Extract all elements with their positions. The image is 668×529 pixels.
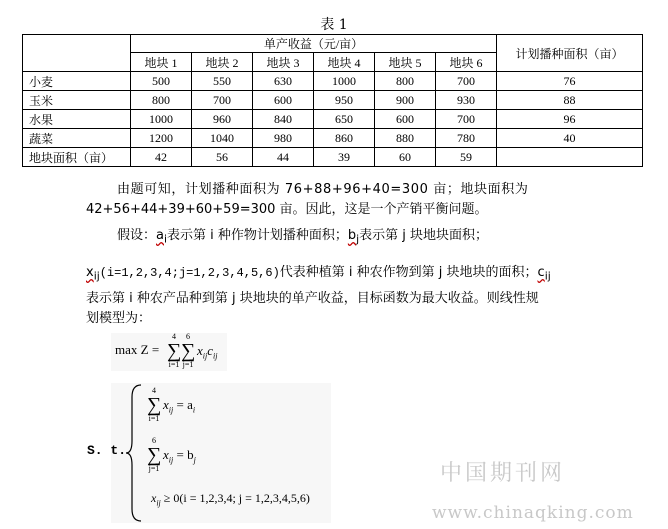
table-cell: 1000 (314, 72, 375, 91)
table-cell: 500 (131, 72, 192, 91)
table-cell: 960 (192, 110, 253, 129)
left-brace-icon (125, 383, 143, 523)
yield-table (22, 34, 643, 167)
plot-header: 地块 4 (314, 53, 375, 72)
table-cell: 780 (436, 129, 497, 148)
table-cell: 700 (192, 91, 253, 110)
var-a: $a_i$ (156, 228, 167, 246)
area-cell: 88 (497, 91, 643, 110)
paragraph-balance-line2: 42+56+44+39+60+59=300 亩。因此，这是一个产销平衡问题。 (86, 202, 488, 217)
table-cell: 56 (192, 148, 253, 167)
area-cell: 96 (497, 110, 643, 129)
sum-i-icon: 4 ∑ i=1 (167, 332, 182, 369)
table-cell: 44 (253, 148, 314, 167)
row-label: 玉米 (23, 91, 131, 110)
index-range: (i=1,2,3,4;j=1,2,3,4,5,6) (99, 266, 280, 280)
paragraph-balance-line1: 由题可知，计划播种面积为 76+88+96+40=300 亩；地块面积为 (117, 182, 529, 197)
table-cell: 600 (375, 110, 436, 129)
assumption-b-desc: 表示第 j 块地块面积； (359, 228, 489, 243)
paragraph-model-line1: 表示第 i 种农产品种到第 j 块地块的单产收益，目标函数为最大收益。则线性规 (86, 291, 539, 306)
table-row (23, 72, 643, 91)
plot-header: 地块 1 (131, 53, 192, 72)
table-cell: 60 (375, 148, 436, 167)
table-cell: 700 (436, 110, 497, 129)
table-cell: 900 (375, 91, 436, 110)
plot-header: 地块 3 (253, 53, 314, 72)
table-cell: 39 (314, 148, 375, 167)
plot-area-row (23, 148, 643, 167)
assumption-a-desc: 表示第 i 种作物计划播种面积； (167, 228, 348, 243)
table-cell: 650 (314, 110, 375, 129)
paragraph-model-line2: 划模型为： (86, 311, 152, 326)
table-cell: 42 (131, 148, 192, 167)
table-cell: 600 (253, 91, 314, 110)
assumption-lead: 假设： (117, 228, 157, 243)
plot-header: 地块 5 (375, 53, 436, 72)
table-cell: 980 (253, 129, 314, 148)
var-b: $b_j$ (347, 228, 360, 246)
table-row (23, 91, 643, 110)
paragraph-assumption (117, 226, 567, 250)
table-cell: 1000 (131, 110, 192, 129)
group-header-yield: 单产收益（元/亩） (131, 35, 497, 53)
table-cell: 880 (375, 129, 436, 148)
table-cell: 550 (192, 72, 253, 91)
constraint1-sum-icon: 4 ∑ i=1 (147, 386, 162, 423)
constraint2-expr: $x_{ij} = b_j$ (163, 447, 196, 465)
row-label: 水果 (23, 110, 131, 129)
table-cell: 950 (314, 91, 375, 110)
table-caption: 表 1 (320, 17, 348, 33)
empty-cell (497, 148, 643, 167)
table-cell: 800 (131, 91, 192, 110)
objective-function (111, 333, 227, 371)
watermark-url: www.chinaqking.com (432, 503, 634, 523)
table-row (23, 129, 643, 148)
var-c: $c_{ij}$ (537, 265, 551, 283)
table-header-row (23, 35, 643, 53)
var-x-desc: 代表种植第 i 种农作物到第 j 块地块的面积； (279, 265, 538, 280)
sum-j-icon: 6 ∑ j=1 (181, 332, 196, 369)
table-cell: 700 (436, 72, 497, 91)
plot-header: 地块 2 (192, 53, 253, 72)
area-cell: 76 (497, 72, 643, 91)
corner-cell (23, 35, 131, 72)
area-header: 计划播种面积（亩） (497, 35, 643, 72)
constraint1-expr: $x_{ij} = a_i$ (163, 397, 196, 415)
table-cell: 860 (314, 129, 375, 148)
table-cell: 1040 (192, 129, 253, 148)
row-label: 蔬菜 (23, 129, 131, 148)
st-label: S. t. (87, 443, 127, 458)
objective-term: $x_{ij}c_{ij}$ (197, 343, 218, 361)
var-x: $x_{ij}$ (86, 265, 100, 283)
constraint2-sum-icon: 6 ∑ j=1 (147, 436, 162, 473)
table-cell: 630 (253, 72, 314, 91)
table-cell: 930 (436, 91, 497, 110)
table-cell: 1200 (131, 129, 192, 148)
table-row (23, 110, 643, 129)
row-label: 地块面积（亩） (23, 148, 131, 167)
table-cell: 59 (436, 148, 497, 167)
constraint3-expr: $x_{ij} \ge 0(i = 1,2,3,4$; j = 1,2,3,4,5,6) (151, 491, 310, 508)
row-label: 小麦 (23, 72, 131, 91)
watermark-logo-cn: 中国期刊网 (440, 461, 566, 486)
table-cell: 840 (253, 110, 314, 129)
paragraph-variables (86, 263, 646, 287)
objective-lhs: max Z = (115, 342, 160, 357)
plot-header: 地块 6 (436, 53, 497, 72)
constraints-block (87, 383, 331, 523)
area-cell: 40 (497, 129, 643, 148)
table-cell: 800 (375, 72, 436, 91)
